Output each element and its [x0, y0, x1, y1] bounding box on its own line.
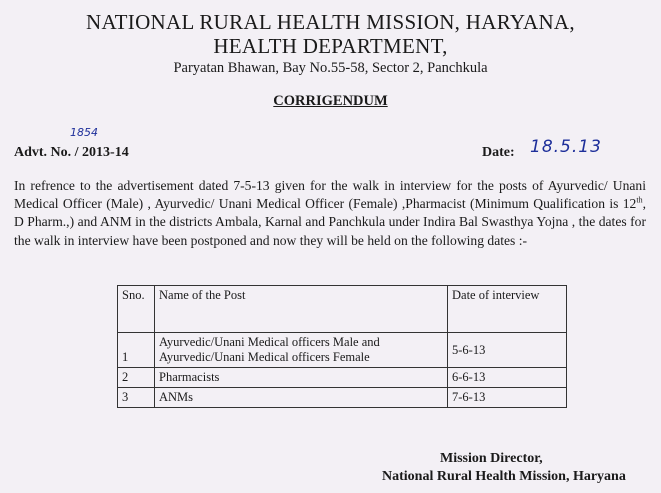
handwritten-advt-number: 1854 [70, 126, 98, 139]
row-post-name: Pharmacists [155, 368, 448, 388]
row-sno: 2 [118, 368, 155, 388]
signatory-organization: National Rural Health Mission, Haryana [382, 469, 626, 484]
table-row [118, 388, 567, 408]
body-text-part2: , D Pharm.,) and ANM in the districts Ambala, Karnal and Panchkula under Indira Bal Swasthya Yojna , the dates for the walk in interview have been postponed and now they will be held on the following dates :- [14, 196, 646, 248]
office-address: Paryatan Bhawan, Bay No.55-58, Sector 2, Panchkula [173, 60, 488, 76]
table-header-row [118, 286, 567, 333]
row-date: 7-6-13 [448, 388, 567, 408]
date-label: Date: [482, 145, 515, 160]
table-row [118, 333, 567, 368]
signatory-title: Mission Director, [440, 451, 543, 466]
superscript-th: th [636, 195, 643, 205]
row-post-name [155, 333, 448, 368]
advt-number: Advt. No. / 2013-14 [14, 145, 129, 160]
header-post-name: Name of the Post [155, 286, 448, 333]
row-sno: 1 [118, 333, 155, 368]
header-interview-date: Date of interview [448, 286, 567, 333]
handwritten-date: 18.5.13 [530, 137, 602, 157]
corrigendum-heading: CORRIGENDUM [273, 93, 388, 109]
header-sno: Sno. [118, 286, 155, 333]
post-name-line2: Ayurvedic/Unani Medical officers Female [159, 350, 370, 364]
table-row [118, 368, 567, 388]
post-name-line1: Ayurvedic/Unani Medical officers Male and [159, 335, 380, 349]
interview-schedule-table [117, 285, 567, 408]
department-title: HEALTH DEPARTMENT, [213, 34, 448, 58]
org-title: NATIONAL RURAL HEALTH MISSION, HARYANA, [86, 10, 575, 34]
row-sno: 3 [118, 388, 155, 408]
row-post-name: ANMs [155, 388, 448, 408]
row-date: 5-6-13 [448, 333, 567, 368]
corrigendum-body [14, 177, 646, 250]
body-text-part1: In refrence to the advertisement dated 7-5-13 given for the walk in interview for the posts of Ayurvedic/ Unani Medical Officer (Male) , Ayurvedic/ Unani Medical Officer (Female) ,Pharmacist (Minimum Qualification is 12 [14, 178, 646, 212]
row-date: 6-6-13 [448, 368, 567, 388]
